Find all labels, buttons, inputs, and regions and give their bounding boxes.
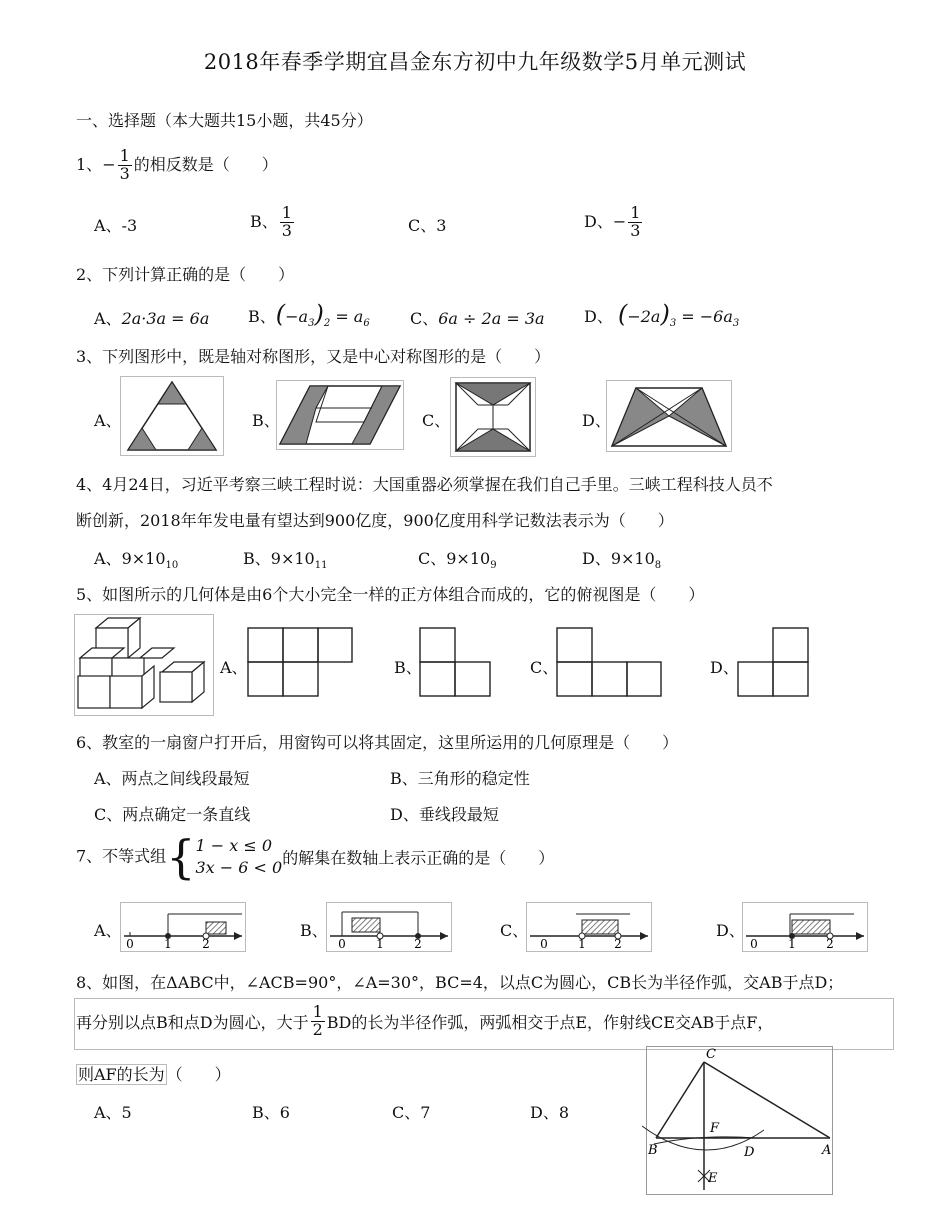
question-6-stem: 6、教室的一扇窗户打开后，用窗钩可以将其固定，这里所运用的几何原理是（ ） xyxy=(76,733,679,752)
text-segment: （ ） xyxy=(166,1065,231,1084)
exponent: 3 xyxy=(669,318,677,330)
base: −a xyxy=(285,307,309,326)
option-a-number-line[interactable] xyxy=(120,902,246,952)
question-8-line-3 xyxy=(76,1062,231,1085)
option-value: 9×10 xyxy=(446,549,491,568)
option-c-top-view[interactable] xyxy=(555,626,665,700)
option-a[interactable] xyxy=(94,213,137,236)
option-value: -3 xyxy=(121,216,138,235)
option-value xyxy=(275,300,370,330)
option-b[interactable] xyxy=(250,205,296,240)
paren-right: ) xyxy=(314,300,324,328)
option-c[interactable]: C、7 xyxy=(392,1103,431,1122)
option-b-top-view[interactable] xyxy=(418,626,494,700)
option-b[interactable]: B、三角形的稳定性 xyxy=(390,769,530,788)
equals: = −6a xyxy=(681,307,733,326)
point-f-label: F xyxy=(710,1121,720,1136)
option-label: A、 xyxy=(94,549,122,568)
question-1-number: 1、 xyxy=(76,154,103,174)
page-title: 2018年春季学期宜昌金东方初中九年级数学5月单元测试 xyxy=(203,50,747,74)
option-c[interactable] xyxy=(408,213,446,236)
option-b[interactable] xyxy=(248,300,370,329)
exponent: 3 xyxy=(732,318,740,330)
inequality-2: 3x − 6 < 0 xyxy=(195,858,283,877)
option-label: D、 xyxy=(716,921,745,940)
question-7-number: 7、不等式组 xyxy=(76,846,167,866)
numerator: 1 xyxy=(281,203,292,222)
cube-solid-figure xyxy=(74,614,214,716)
point-e-label: E xyxy=(708,1171,718,1186)
question-2-stem: 2、下列计算正确的是（ ） xyxy=(76,265,295,284)
option-b-figure[interactable] xyxy=(276,380,404,450)
option-value: 9×10 xyxy=(610,549,655,568)
tick-label: 2 xyxy=(614,937,622,951)
option-label: D、 xyxy=(582,411,611,430)
numerator: 1 xyxy=(119,146,130,165)
option-d-top-view[interactable] xyxy=(736,626,812,700)
option-b[interactable] xyxy=(243,546,327,571)
option-label: D、 xyxy=(584,211,613,231)
option-a[interactable]: A、5 xyxy=(94,1103,132,1122)
tick-label: 1 xyxy=(788,937,796,951)
question-1-text: 的相反数是（ ） xyxy=(133,154,278,174)
question-7-text: 的解集在数轴上表示正确的是（ ） xyxy=(282,848,555,868)
exponent: 2 xyxy=(323,318,331,330)
option-d[interactable] xyxy=(584,300,739,329)
option-a-top-view[interactable] xyxy=(246,626,356,700)
text-segment: 则AF的长为 xyxy=(78,1065,165,1084)
section-heading: 一、选择题（本大题共15小题，共45分） xyxy=(76,111,373,130)
question-7-stem xyxy=(76,830,555,884)
option-label: A、 xyxy=(94,411,122,430)
paren-left: ( xyxy=(275,300,286,328)
denominator: 2 xyxy=(312,1019,323,1039)
tick-label: 1 xyxy=(578,937,586,951)
exponent: 6 xyxy=(363,318,370,330)
option-label: B、 xyxy=(252,411,280,430)
point-d-label: D xyxy=(744,1145,755,1160)
option-c[interactable] xyxy=(410,306,545,329)
question-8-line-1: 8、如图，在ΔABC中，∠ACB=90°，∠A=30°，BC=4，以点C为圆心，CB长为半径作弧，交AB于点D； xyxy=(76,973,844,992)
exponent: 11 xyxy=(314,560,328,572)
exponent: 10 xyxy=(165,560,179,572)
option-a-figure[interactable] xyxy=(120,376,224,456)
option-label: A、 xyxy=(94,921,122,940)
fraction xyxy=(280,205,294,240)
option-label: D、 xyxy=(584,307,613,326)
option-d-figure[interactable] xyxy=(606,380,732,452)
option-a[interactable] xyxy=(94,546,178,571)
exponent: 9 xyxy=(490,560,497,572)
option-label: A、 xyxy=(94,216,122,235)
option-b[interactable]: B、6 xyxy=(252,1103,290,1122)
option-label: B、 xyxy=(250,211,278,231)
text-segment: BD的长为半径作弧，两弧相交于点E，作射线CE交AB于点F， xyxy=(326,1012,774,1032)
option-b-number-line[interactable] xyxy=(326,902,452,952)
option-a[interactable]: A、两点之间线段最短 xyxy=(94,769,250,788)
option-label: C、 xyxy=(422,411,451,430)
minus-sign: − xyxy=(102,154,116,174)
option-value: 9×10 xyxy=(270,549,315,568)
tick-label: 1 xyxy=(376,937,384,951)
option-label: C、 xyxy=(408,216,437,235)
option-c-number-line[interactable] xyxy=(526,902,652,952)
triangle-construction-figure xyxy=(634,1046,840,1196)
fraction xyxy=(628,205,642,240)
question-5-stem: 5、如图所示的几何体是由6个大小完全一样的正方体组合而成的，它的俯视图是（ ） xyxy=(76,585,705,604)
fraction xyxy=(311,1004,325,1039)
option-c[interactable] xyxy=(418,546,497,571)
tick-label: 0 xyxy=(750,937,758,951)
brace: { xyxy=(166,830,196,884)
option-value xyxy=(617,300,740,330)
exponent: 8 xyxy=(654,560,662,572)
option-label: A、 xyxy=(94,309,122,328)
exponent: 3 xyxy=(308,318,315,330)
option-d[interactable] xyxy=(582,546,661,571)
point-a-label: A xyxy=(822,1143,832,1158)
question-3-stem: 3、下列图形中，既是轴对称图形，又是中心对称图形的是（ ） xyxy=(76,347,551,366)
option-d[interactable]: D、8 xyxy=(530,1103,570,1122)
minus-sign: − xyxy=(612,211,627,231)
option-label: B、 xyxy=(248,307,276,326)
option-a[interactable] xyxy=(94,306,209,329)
tick-label: 2 xyxy=(414,937,422,951)
inequality-1: 1 − x ≤ 0 xyxy=(195,836,273,856)
question-8-line-2 xyxy=(76,1004,773,1039)
option-label: C、 xyxy=(500,921,529,940)
tick-label: 0 xyxy=(126,937,134,951)
paren-left: ( xyxy=(617,300,628,328)
text-segment: 再分别以点B和点D为圆心，大于 xyxy=(76,1012,309,1032)
tick-label: 0 xyxy=(338,937,346,951)
option-label: B、 xyxy=(394,658,422,677)
option-d[interactable] xyxy=(584,205,644,240)
option-c-figure[interactable] xyxy=(450,377,536,457)
option-label: B、 xyxy=(300,921,328,940)
option-label: A、 xyxy=(220,658,248,677)
paren-right: ) xyxy=(660,300,670,328)
denominator: 3 xyxy=(281,220,292,240)
option-value: 6a ÷ 2a = 3a xyxy=(438,309,545,328)
question-4-line-2: 断创新，2018年年发电量有望达到900亿度，900亿度用科学记数法表示为（ ） xyxy=(76,511,674,530)
equals: = a xyxy=(335,307,364,326)
fraction xyxy=(118,148,132,183)
option-label: D、 xyxy=(710,658,739,677)
option-value: 3 xyxy=(436,216,447,235)
option-label: C、 xyxy=(410,309,439,328)
denominator: 3 xyxy=(630,220,641,240)
numerator: 1 xyxy=(312,1002,323,1021)
tick-label: 2 xyxy=(826,937,834,951)
point-b-label: B xyxy=(648,1143,658,1158)
option-d-number-line[interactable] xyxy=(742,902,868,952)
option-label: D、 xyxy=(582,549,611,568)
inequality-system xyxy=(195,835,282,878)
option-label: C、 xyxy=(530,658,559,677)
numerator: 1 xyxy=(630,203,641,222)
base: −2a xyxy=(627,307,661,326)
question-1-stem xyxy=(76,148,278,183)
tick-label: 1 xyxy=(164,937,172,951)
tick-label: 2 xyxy=(202,937,210,951)
question-4-line-1: 4、4月24日，习近平考察三峡工程时说：大国重器必须掌握在我们自己手里。三峡工程科技人员不 xyxy=(76,475,773,494)
option-value: 2a·3a = 6a xyxy=(121,309,210,328)
option-c[interactable]: C、两点确定一条直线 xyxy=(94,805,251,824)
option-label: B、 xyxy=(243,549,271,568)
denominator: 3 xyxy=(119,163,130,183)
point-c-label: C xyxy=(706,1047,716,1062)
option-d[interactable]: D、垂线段最短 xyxy=(390,805,499,824)
tick-label: 0 xyxy=(540,937,548,951)
option-label: C、 xyxy=(418,549,447,568)
option-value: 9×10 xyxy=(121,549,166,568)
